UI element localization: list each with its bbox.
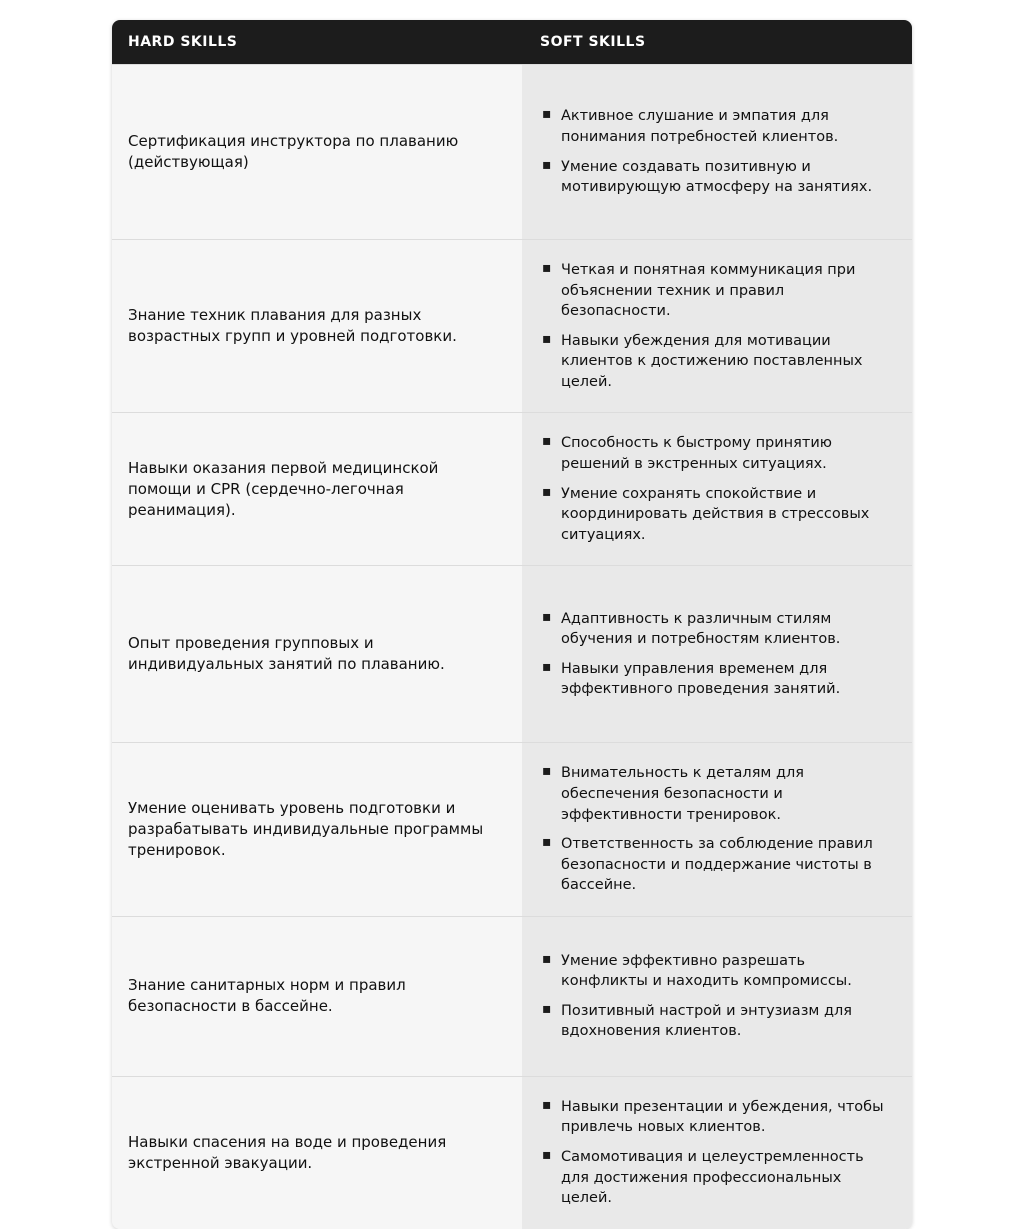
soft-skill-list: [540, 609, 888, 700]
hard-skill-text: Знание техник плавания для разных возрастных групп и уровней подготовки.: [128, 306, 457, 346]
hard-skill-cell: [112, 1077, 522, 1229]
soft-skill-cell: [522, 743, 912, 915]
hard-skill-text: Сертификация инструктора по плаванию (действующая): [128, 132, 459, 171]
soft-skill-item: ▪ Четкая и понятная коммуникация при объяснении техник и правил безопасности.: [540, 260, 888, 322]
hard-skill-text: Опыт проведения групповых и индивидуальных занятий по плаванию.: [128, 634, 445, 674]
soft-skill-item: ▪ Самомотивация и целеустремленность для достижения профессиональных целей.: [540, 1147, 888, 1209]
soft-skill-list: [540, 763, 888, 895]
hard-skill-cell: [112, 566, 522, 742]
table-header-row: [112, 20, 912, 64]
soft-skill-cell: [522, 240, 912, 412]
soft-skill-list: [540, 260, 888, 392]
soft-skill-item: ▪ Ответственность за соблюдение правил безопасности и поддержание чистоты в бассейне.: [540, 834, 888, 896]
hard-skill-cell: [112, 413, 522, 565]
soft-skill-list: [540, 433, 888, 545]
soft-skill-item: ▪ Навыки убеждения для мотивации клиентов к достижению поставленных целей.: [540, 331, 888, 393]
soft-skill-item: ▪ Умение создавать позитивную и мотивирующую атмосферу на занятиях.: [540, 157, 888, 198]
table-row: [112, 239, 912, 412]
hard-skill-cell: [112, 240, 522, 412]
soft-skill-item: ▪ Умение эффективно разрешать конфликты и находить компромиссы.: [540, 951, 888, 992]
table-row: [112, 565, 912, 742]
soft-skill-cell: [522, 917, 912, 1076]
hard-skill-cell: [112, 917, 522, 1076]
soft-skill-item: ▪ Адаптивность к различным стилям обучения и потребностям клиентов.: [540, 609, 888, 650]
soft-skill-list: [540, 106, 888, 197]
soft-skills-column-header: SOFT SKILLS: [540, 34, 646, 50]
soft-skill-cell: [522, 65, 912, 239]
soft-skill-item: ▪ Активное слушание и эмпатия для понимания потребностей клиентов.: [540, 106, 888, 147]
hard-skill-text: Знание санитарных норм и правил безопасности в бассейне.: [128, 976, 406, 1016]
hard-skills-column-header: HARD SKILLS: [128, 34, 238, 50]
soft-skill-item: ▪ Способность к быстрому принятию решений в экстренных ситуациях.: [540, 433, 888, 474]
skills-comparison-table: [112, 20, 912, 1229]
hard-skill-cell: [112, 65, 522, 239]
hard-skill-text: Навыки оказания первой медицинской помощи и CPR (сердечно-легочная реанимация).: [128, 458, 439, 519]
table-row: [112, 64, 912, 239]
hard-skill-text: Умение оценивать уровень подготовки и разрабатывать индивидуальные программы тренировок.: [128, 799, 484, 860]
soft-skill-item: ▪ Позитивный настрой и энтузиазм для вдохновения клиентов.: [540, 1001, 888, 1042]
soft-skill-item: ▪ Внимательность к деталям для обеспечения безопасности и эффективности тренировок.: [540, 763, 888, 825]
table-row: [112, 412, 912, 565]
soft-skill-cell: [522, 413, 912, 565]
soft-skill-cell: [522, 566, 912, 742]
soft-skill-cell: [522, 1077, 912, 1229]
soft-skill-list: [540, 951, 888, 1042]
table-row: [112, 742, 912, 915]
table-row: [112, 916, 912, 1076]
hard-skill-text: Навыки спасения на воде и проведения экстренной эвакуации.: [128, 1132, 447, 1172]
hard-skill-cell: [112, 743, 522, 915]
soft-skill-list: [540, 1097, 888, 1209]
soft-skill-item: ▪ Навыки презентации и убеждения, чтобы привлечь новых клиентов.: [540, 1097, 888, 1138]
soft-skill-item: ▪ Навыки управления временем для эффективного проведения занятий.: [540, 659, 888, 700]
table-row: [112, 1076, 912, 1229]
soft-skill-item: ▪ Умение сохранять спокойствие и координировать действия в стрессовых ситуациях.: [540, 484, 888, 546]
